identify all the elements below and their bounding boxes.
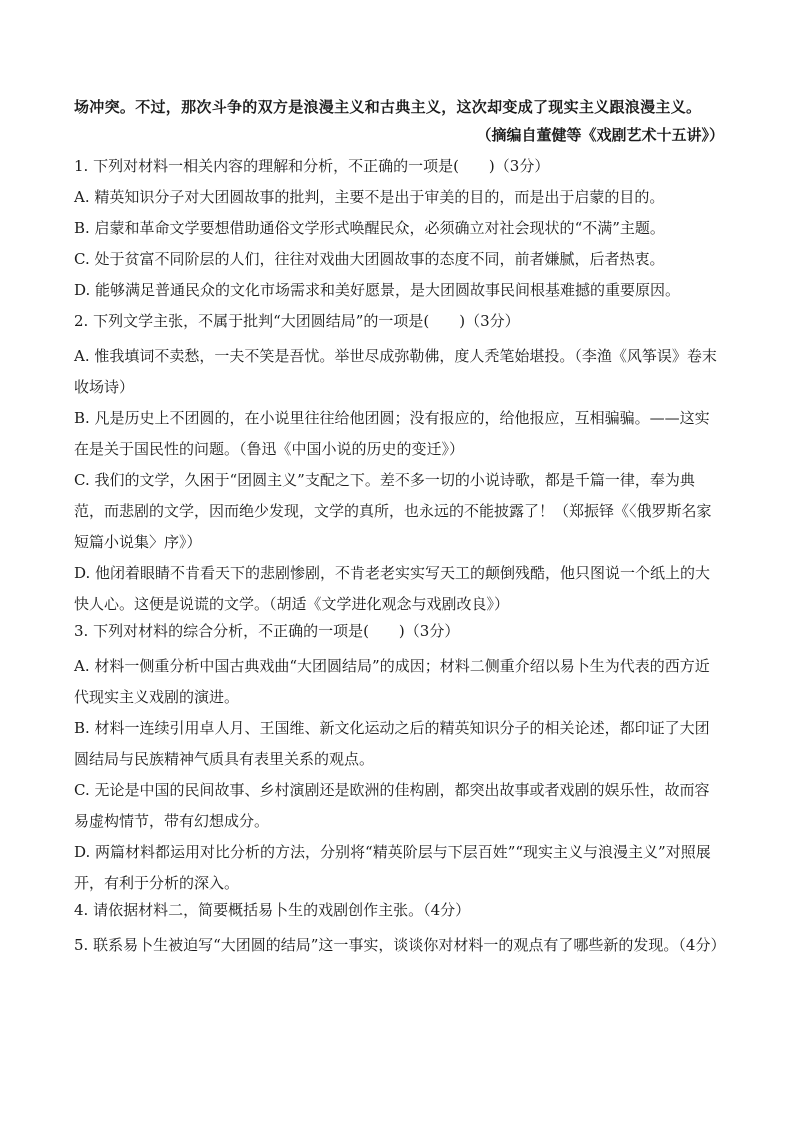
question-4-stem: 4. 请依据材料二，简要概括易卜生的戏剧创作主张。（4分） bbox=[74, 901, 471, 919]
question-1-option-d: D. 能够满足普通民众的文化市场需求和美好愿景，是大团圆故事民间根基难撼的重要原因。 bbox=[74, 281, 681, 299]
question-2-option-a: A. 惟我填词不卖愁，一夫不笑是吾忧。举世尽成弥勒佛，度人秃笔始堪投。（李渔《风筝误》卷末收场诗） bbox=[74, 347, 717, 396]
question-3-stem: 3. 下列对材料的综合分析，不正确的一项是( )（3分） bbox=[74, 622, 460, 640]
question-2-option-c: C. 我们的文学，久困于“团圆主义”支配之下。差不多一切的小说诗歌，都是千篇一律，奉为典范，而悲剧的文学，因而绝少发现，文学的真所，也永远的不能披露了！（郑振铎《〈俄罗斯名家短篇小说集〉序》） bbox=[74, 471, 712, 551]
question-1-option-c: C. 处于贫富不同阶层的人们，往往对戏曲大团圆故事的态度不同，前者嫌腻，后者热衷。 bbox=[74, 250, 665, 268]
question-1-option-b: B. 启蒙和革命文学要想借助通俗文学形式唤醒民众，必须确立对社会现状的“不满”主题。 bbox=[74, 219, 665, 237]
intro-text: 场冲突。不过，那次斗争的双方是浪漫主义和古典主义，这次却变成了现实主义跟浪漫主义。 bbox=[74, 98, 702, 116]
question-1-stem: 1. 下列对材料一相关内容的理解和分析，不正确的一项是( )（3分） bbox=[74, 157, 550, 175]
question-1-option-a: A. 精英知识分子对大团圆故事的批判，主要不是出于审美的目的，而是出于启蒙的目的。 bbox=[74, 188, 665, 206]
question-3-option-a: A. 材料一侧重分析中国古典戏曲“大团圆结局”的成因；材料二侧重介绍以易卜生为代表的西方近代现实主义戏剧的演进。 bbox=[74, 657, 710, 706]
question-3-option-b: B. 材料一连续引用卓人月、王国维、新文化运动之后的精英知识分子的相关论述，都印证了大团圆结局与民族精神气质具有表里关系的观点。 bbox=[74, 719, 710, 768]
question-2-option-b: B. 凡是历史上不团圆的，在小说里往往给他团圆；没有报应的，给他报应，互相骗骗。——这实在是关于国民性的问题。（鲁迅《中国小说的历史的变迁》） bbox=[74, 409, 710, 458]
question-3-option-c: C. 无论是中国的民间故事、乡村演剧还是欧洲的佳构剧，都突出故事或者戏剧的娱乐性，故而容易虚构情节，带有幻想成分。 bbox=[74, 781, 710, 830]
question-2-option-d: D. 他闭着眼睛不肯看天下的悲剧惨剧，不肯老老实实写天工的颠倒残酷，他只图说一个纸上的大快人心。这便是说谎的文学。（胡适《文学进化观念与戏剧改良》） bbox=[74, 564, 711, 613]
source-citation: （摘编自董健等《戏剧艺术十五讲》） bbox=[476, 126, 724, 144]
question-3-option-d: D. 两篇材料都运用对比分析的方法，分别将“精英阶层与下层百姓”“现实主义与浪漫主义”对照展开，有利于分析的深入。 bbox=[74, 843, 711, 892]
question-2-stem: 2. 下列文学主张，不属于批判“大团圆结局”的一项是( )（3分） bbox=[74, 312, 520, 330]
exam-page bbox=[74, 96, 724, 961]
question-5-stem: 5. 联系易卜生被迫写“大团圆的结局”这一事实，谈谈你对材料一的观点有了哪些新的发现。（4分） bbox=[74, 936, 726, 954]
